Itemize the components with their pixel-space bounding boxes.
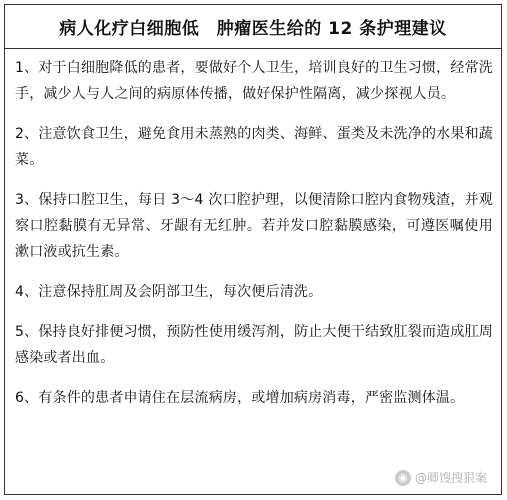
watermark-text: @卿馊搜狠案 — [414, 471, 487, 485]
document-title: 病人化疗白细胞低 肿瘤医生给的 12 条护理建议 — [59, 19, 447, 39]
advice-item-4: 4、注意保持肛周及会阴部卫生，每次便后清洗。 — [15, 284, 323, 300]
advice-list — [15, 55, 493, 425]
advice-item-5: 5、保持良好排便习惯，预防性使用缓泻剂，防止大便干结致肛裂而造成肛周感染或者出血。 — [15, 324, 493, 366]
title-row — [5, 5, 501, 49]
advice-item-2: 2、注意饮食卫生，避免食用未蒸熟的肉类、海鲜、蛋类及未洗净的水果和蔬菜。 — [15, 126, 493, 168]
advice-item-3: 3、保持口腔卫生，每日 3～4 次口腔护理，以便清除口腔内食物残渣，并观察口腔黏膜有无异常、牙龈有无红肿。若并发口腔黏膜感染，可遵医嘱使用漱口液或抗生素。 — [15, 192, 493, 260]
advice-item-6: 6、有条件的患者申请住在层流病房，或增加病房消毒，严密监测体温。 — [15, 390, 465, 406]
watermark — [395, 469, 487, 486]
advice-item-1: 1、对于白细胞降低的患者，要做好个人卫生，培训良好的卫生习惯，经常洗手，减少人与人之间的病原体传播，做好保护性隔离，减少探视人员。 — [15, 60, 493, 102]
document-frame — [4, 4, 502, 495]
logo-icon: ◉ — [395, 470, 411, 486]
